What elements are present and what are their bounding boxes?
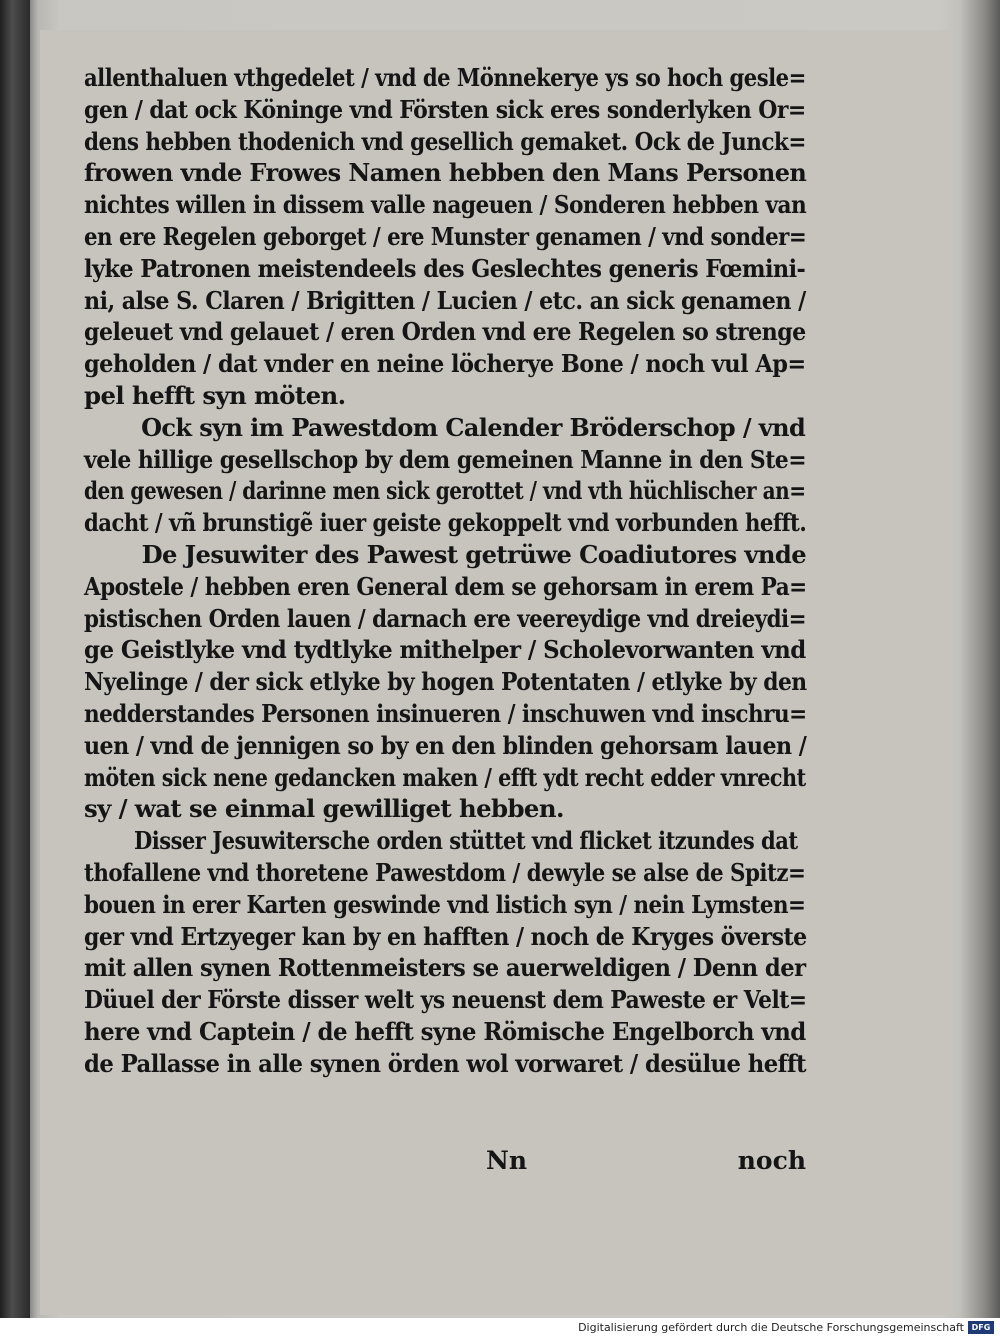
footer-bar <box>0 1318 1000 1339</box>
book-spine <box>0 0 30 1318</box>
text-line: thofallene vnd thoretene Pawestdom / dewyle se alse de Spitz= <box>84 857 806 887</box>
text-line: de Pallasse in alle synen örden wol vorwaret / desülue hefft <box>84 1048 807 1078</box>
text-line: ger vnd Ertzyeger kan by en hafften / noch de Kryges överste <box>84 921 807 951</box>
text-line: vele hillige gesellschop by dem gemeinen Manne in den Ste= <box>84 444 807 474</box>
text-line: geleuet vnd gelauet / eren Orden vnd ere Regelen so strenge <box>84 317 806 347</box>
text-line: here vnd Captein / de hefft syne Römische Engelborch vnd <box>84 1016 806 1046</box>
text-line: Disser Jesuwitersche orden stüttet vnd flicket itzundes dat <box>134 826 798 856</box>
text-line: dacht / vñ brunstigẽ iuer geiste gekoppelt vnd vorbunden hefft. <box>84 508 807 538</box>
text-line: Ock syn im Pawestdom Calender Bröderschop / vnd <box>141 412 806 442</box>
funding-notice: Digitalisierung gefördert durch die Deutsche Forschungsgemeinschaft <box>578 1321 964 1334</box>
text-line: ni, alse S. Claren / Brigitten / Lucien / etc. an sick genamen / <box>84 285 806 315</box>
text-line: gen / dat ock Köninge vnd Försten sick eres sonderlyken Or= <box>84 94 806 124</box>
dfg-logo: DFG <box>968 1321 994 1334</box>
text-line: De Jesuwiter des Pawest getrüwe Coadiutores vnde <box>141 539 807 569</box>
text-line: frowen vnde Frowes Namen hebben den Mans Personen <box>84 158 807 188</box>
text-line: mit allen synen Rottenmeisters se auerweldigen / Denn der <box>84 953 806 983</box>
text-line: nichtes willen in dissem valle nageuen / Sonderen hebben van <box>84 190 807 220</box>
text-line: pistischen Orden lauen / darnach ere veereydige vnd dreieydi= <box>84 603 807 633</box>
catchword: noch <box>737 1146 806 1175</box>
page-text <box>84 62 807 1080</box>
text-line: uen / vnd de jennigen so by en den blinden gehorsam lauen / <box>84 730 807 760</box>
text-line: lyke Patronen meistendeels des Geslechtes generis Fœmini- <box>84 253 806 283</box>
text-line: allenthaluen vthgedelet / vnd de Mönnekerye ys so hoch gesle= <box>84 63 806 92</box>
text-line: Nyelinge / der sick etlyke by hogen Potentaten / etlyke by den <box>84 667 807 697</box>
text-line: geholden / dat vnder en neine löcherye Bone / noch vul Ap= <box>84 349 806 379</box>
text-line: möten sick nene gedancken maken / efft ydt recht edder vnrecht <box>84 762 806 792</box>
text-line: den gewesen / darinne men sick gerottet / vnd vth hüchlischer an= <box>84 476 806 506</box>
text-line: nedderstandes Personen insinueren / inschuwen vnd inschru= <box>84 698 807 728</box>
text-line: dens hebben thodenich vnd gesellich gemaket. Ock de Junck= <box>84 126 806 156</box>
signature-mark: Nn <box>486 1146 528 1175</box>
text-line: ge Geistlyke vnd tydtlyke mithelper / Scholevorwanten vnd <box>84 635 806 665</box>
text-line: Apostele / hebben eren General dem se gehorsam in erem Pa= <box>84 571 807 601</box>
text-line: en ere Regelen geborget / ere Munster genamen / vnd sonder= <box>84 221 807 251</box>
text-line: pel hefft syn möten. <box>84 380 346 410</box>
text-line: Düuel der Förste disser welt ys neuenst dem Paweste er Velt= <box>84 985 807 1015</box>
page-foot <box>84 1146 806 1186</box>
text-line: bouen in erer Karten geswinde vnd listich syn / nein Lymsten= <box>84 889 806 919</box>
text-line: sy / wat se einmal gewilliget hebben. <box>84 794 564 824</box>
